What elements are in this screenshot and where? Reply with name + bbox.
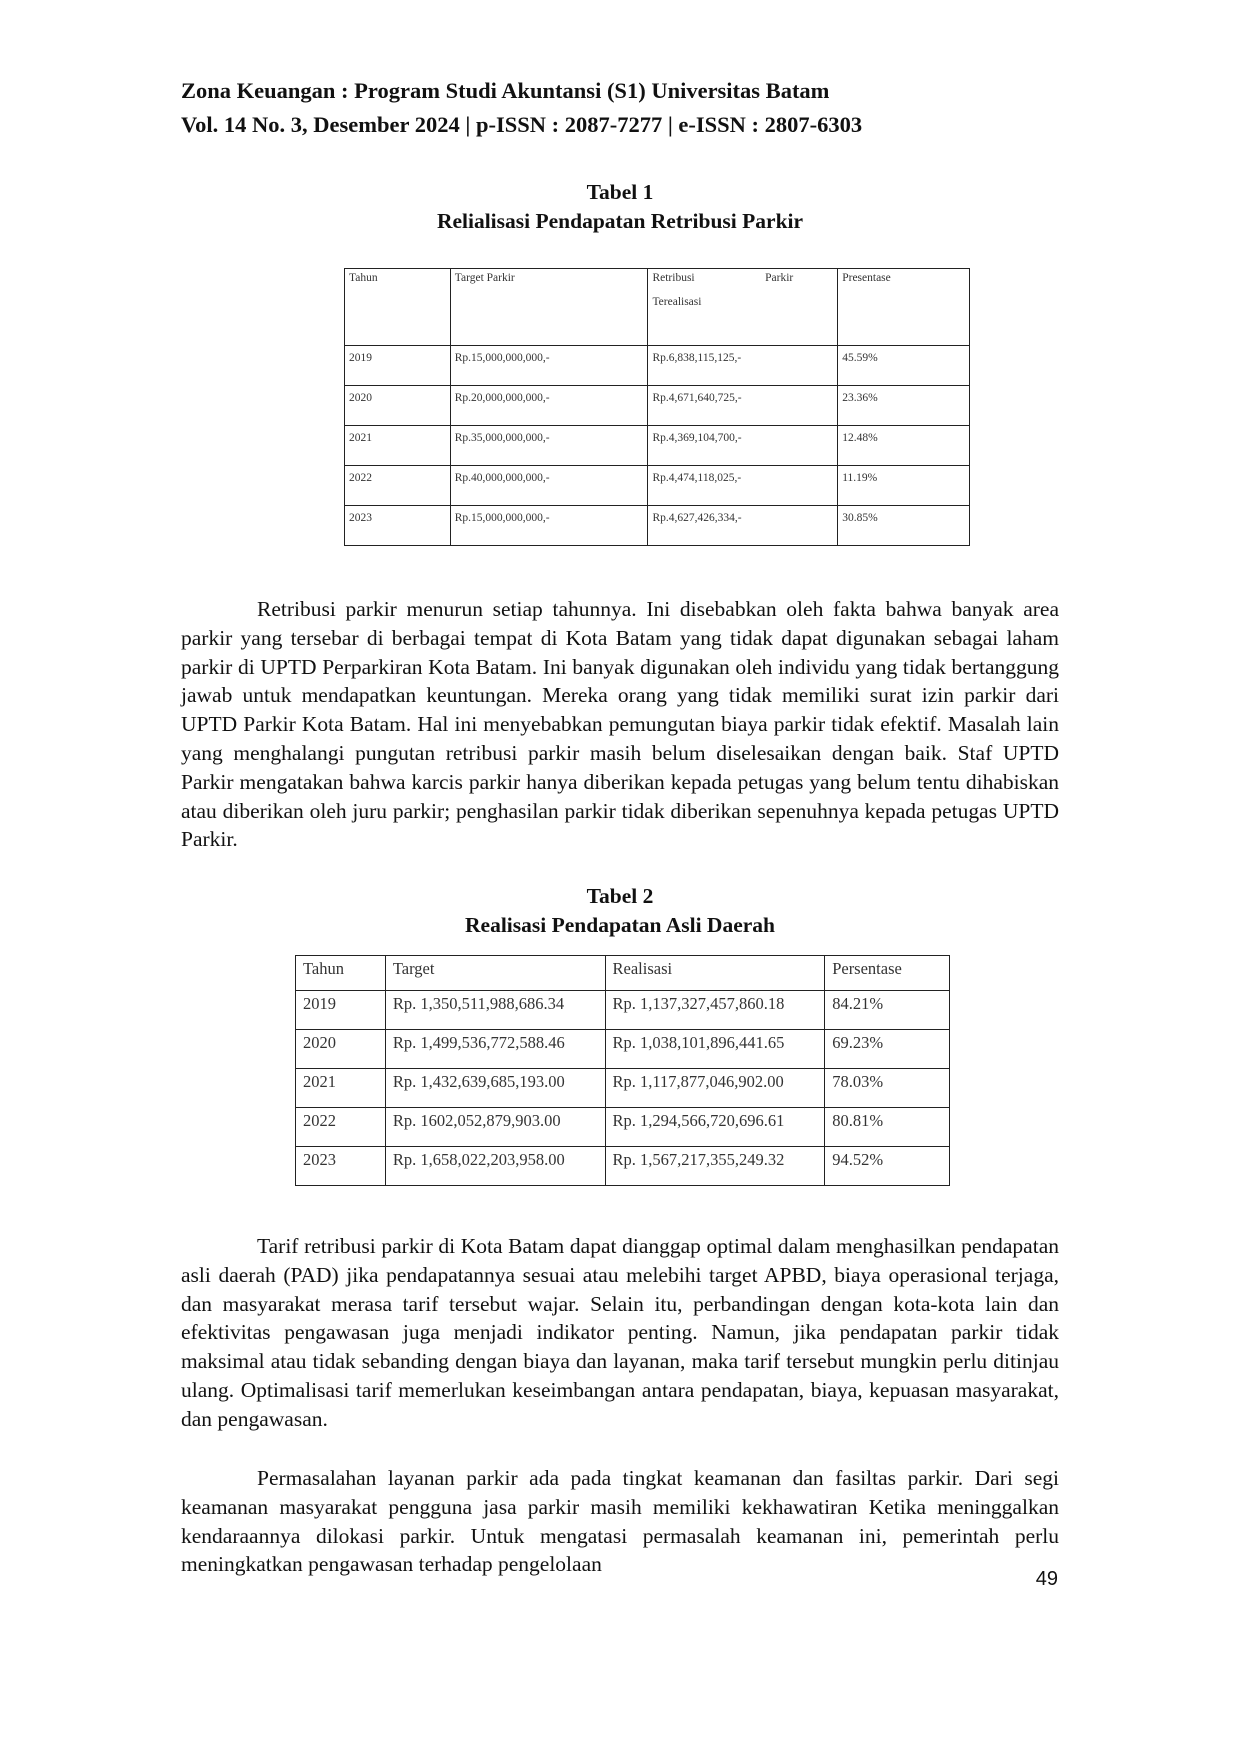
table-row (296, 991, 950, 1030)
journal-header (181, 74, 1081, 142)
table2-cell: Rp. 1,038,101,896,441.65 (605, 1030, 825, 1069)
table1-cell: Rp.15,000,000,000,- (450, 506, 648, 546)
table2-cell: Rp. 1,350,511,988,686.34 (385, 991, 605, 1030)
table2-cell: 69.23% (825, 1030, 950, 1069)
table2-cell: Rp. 1,117,877,046,902.00 (605, 1069, 825, 1108)
table1-header-text: Retribusi (652, 272, 695, 284)
table1-cell: Rp.40,000,000,000,- (450, 466, 648, 506)
table1-cell: 2022 (345, 466, 451, 506)
table2-caption-number: Tabel 2 (586, 884, 654, 908)
table1-cell: Rp.35,000,000,000,- (450, 426, 648, 466)
table1-cell: 2019 (345, 346, 451, 386)
table2-header-cell: Realisasi (605, 956, 825, 991)
table2-caption-title: Realisasi Pendapatan Asli Daerah (465, 913, 775, 937)
table-row (345, 426, 970, 466)
table-row (345, 506, 970, 546)
table1-parking-retribution (344, 268, 970, 546)
table1-cell: Rp.20,000,000,000,- (450, 386, 648, 426)
journal-header-line1: Zona Keuangan : Program Studi Akuntansi (S1) Universitas Batam (181, 78, 830, 103)
table1-cell: Rp.15,000,000,000,- (450, 346, 648, 386)
table-row (296, 1147, 950, 1186)
table1-cell: 2021 (345, 426, 451, 466)
table1-cell: 30.85% (838, 506, 970, 546)
table1-header-text: Parkir (765, 272, 794, 284)
table2-header-cell: Tahun (296, 956, 386, 991)
body-paragraph-3: Permasalahan layanan parkir ada pada tingkat keamanan dan fasiltas parkir. Dari segi keamanan masyarakat pengguna jasa parkir masih memiliki kekhawatiran Ketika meninggalkan kendaraannya dilokasi parkir. Untuk mengatasi permasalah keamanan ini, pemerintah perlu meningkatkan pengawasan terhadap pengelolaan (181, 1466, 1059, 1577)
table1-header-cell (648, 269, 838, 346)
table1-header-text: Terealisasi (652, 296, 702, 308)
table2-regional-revenue (295, 955, 950, 1186)
table-row (296, 1108, 950, 1147)
table1-cell: 12.48% (838, 426, 970, 466)
table2-header-row (296, 956, 950, 991)
table1-cell: Rp.4,474,118,025,- (648, 466, 838, 506)
table1-cell: 23.36% (838, 386, 970, 426)
table2-cell: Rp. 1,567,217,355,249.32 (605, 1147, 825, 1186)
table-row (345, 386, 970, 426)
table2-header-cell: Persentase (825, 956, 950, 991)
table1-header-cell: Tahun (345, 269, 451, 346)
table2-cell: 80.81% (825, 1108, 950, 1147)
table2-cell: Rp. 1,294,566,720,696.61 (605, 1108, 825, 1147)
body-paragraph-1: Retribusi parkir menurun setiap tahunnya. Ini disebabkan oleh fakta bahwa banyak area parkir yang tersebar di berbagai tempat di Kota Batam yang tidak dapat digunakan sebagai laham parkir di UPTD Perparkiran Kota Batam. Ini banyak digunakan oleh individu yang tidak bertanggung jawab untuk mendapatkan keuntungan. Mereka orang yang tidak memiliki surat izin parkir dari UPTD Parkir Kota Batam. Hal ini menyebabkan pemungutan biaya parkir tidak efektif. Masalah lain yang menghalangi pungutan retribusi parkir masih belum diselesaikan dengan baik. Staf UPTD Parkir mengatakan bahwa karcis parkir hanya diberikan kepada petugas yang belum tentu dihabiskan atau diberikan oleh juru parkir; penghasilan parkir tidak diberikan sepenuhnya kepada petugas UPTD Parkir. (181, 597, 1059, 852)
table2-cell: 2023 (296, 1147, 386, 1186)
table2-cell: 94.52% (825, 1147, 950, 1186)
table2-header-cell: Target (385, 956, 605, 991)
table1-cell: Rp.6,838,115,125,- (648, 346, 838, 386)
table1-cell: 45.59% (838, 346, 970, 386)
table1-cell: 11.19% (838, 466, 970, 506)
page-number: 49 (1035, 1568, 1058, 1590)
table2-cell: 84.21% (825, 991, 950, 1030)
journal-header-line2: Vol. 14 No. 3, Desember 2024 | p-ISSN : 2087-7277 | e-ISSN : 2807-6303 (181, 112, 863, 137)
table2-cell: Rp. 1,658,022,203,958.00 (385, 1147, 605, 1186)
table1-caption-title: Relialisasi Pendapatan Retribusi Parkir (436, 209, 804, 233)
table-row (345, 466, 970, 506)
table-row (296, 1030, 950, 1069)
table2-cell: 2019 (296, 991, 386, 1030)
table1-cell: 2023 (345, 506, 451, 546)
table1-cell: Rp.4,369,104,700,- (648, 426, 838, 466)
table2-cell: 2022 (296, 1108, 386, 1147)
table1-cell: Rp.4,627,426,334,- (648, 506, 838, 546)
table2-cell: 78.03% (825, 1069, 950, 1108)
table1-header-cell: Target Parkir (450, 269, 648, 346)
table1-cell: 2020 (345, 386, 451, 426)
table-row (296, 1069, 950, 1108)
table1-header-row (345, 269, 970, 346)
table1-header-cell: Presentase (838, 269, 970, 346)
table2-cell: Rp. 1,432,639,685,193.00 (385, 1069, 605, 1108)
table-row (345, 346, 970, 386)
table1-caption-number: Tabel 1 (586, 180, 654, 204)
table2-cell: 2021 (296, 1069, 386, 1108)
body-paragraph-2: Tarif retribusi parkir di Kota Batam dapat dianggap optimal dalam menghasilkan pendapatan asli daerah (PAD) jika pendapatannya sesuai atau melebihi target APBD, biaya operasional terjaga, dan masyarakat merasa tarif tersebut wajar. Selain itu, perbandingan dengan kota-kota lain dan efektivitas pengawasan juga menjadi indikator penting. Namun, jika pendapatan parkir tidak maksimal atau tidak sebanding dengan biaya dan layanan, maka tarif tersebut mungkin perlu ditinjau ulang. Optimalisasi tarif memerlukan keseimbangan antara pendapatan, biaya, kepuasan masyarakat, dan pengawasan. (181, 1234, 1059, 1431)
table2-cell: Rp. 1,499,536,772,588.46 (385, 1030, 605, 1069)
table2-cell: Rp. 1602,052,879,903.00 (385, 1108, 605, 1147)
table2-cell: 2020 (296, 1030, 386, 1069)
table2-cell: Rp. 1,137,327,457,860.18 (605, 991, 825, 1030)
table1-cell: Rp.4,671,640,725,- (648, 386, 838, 426)
